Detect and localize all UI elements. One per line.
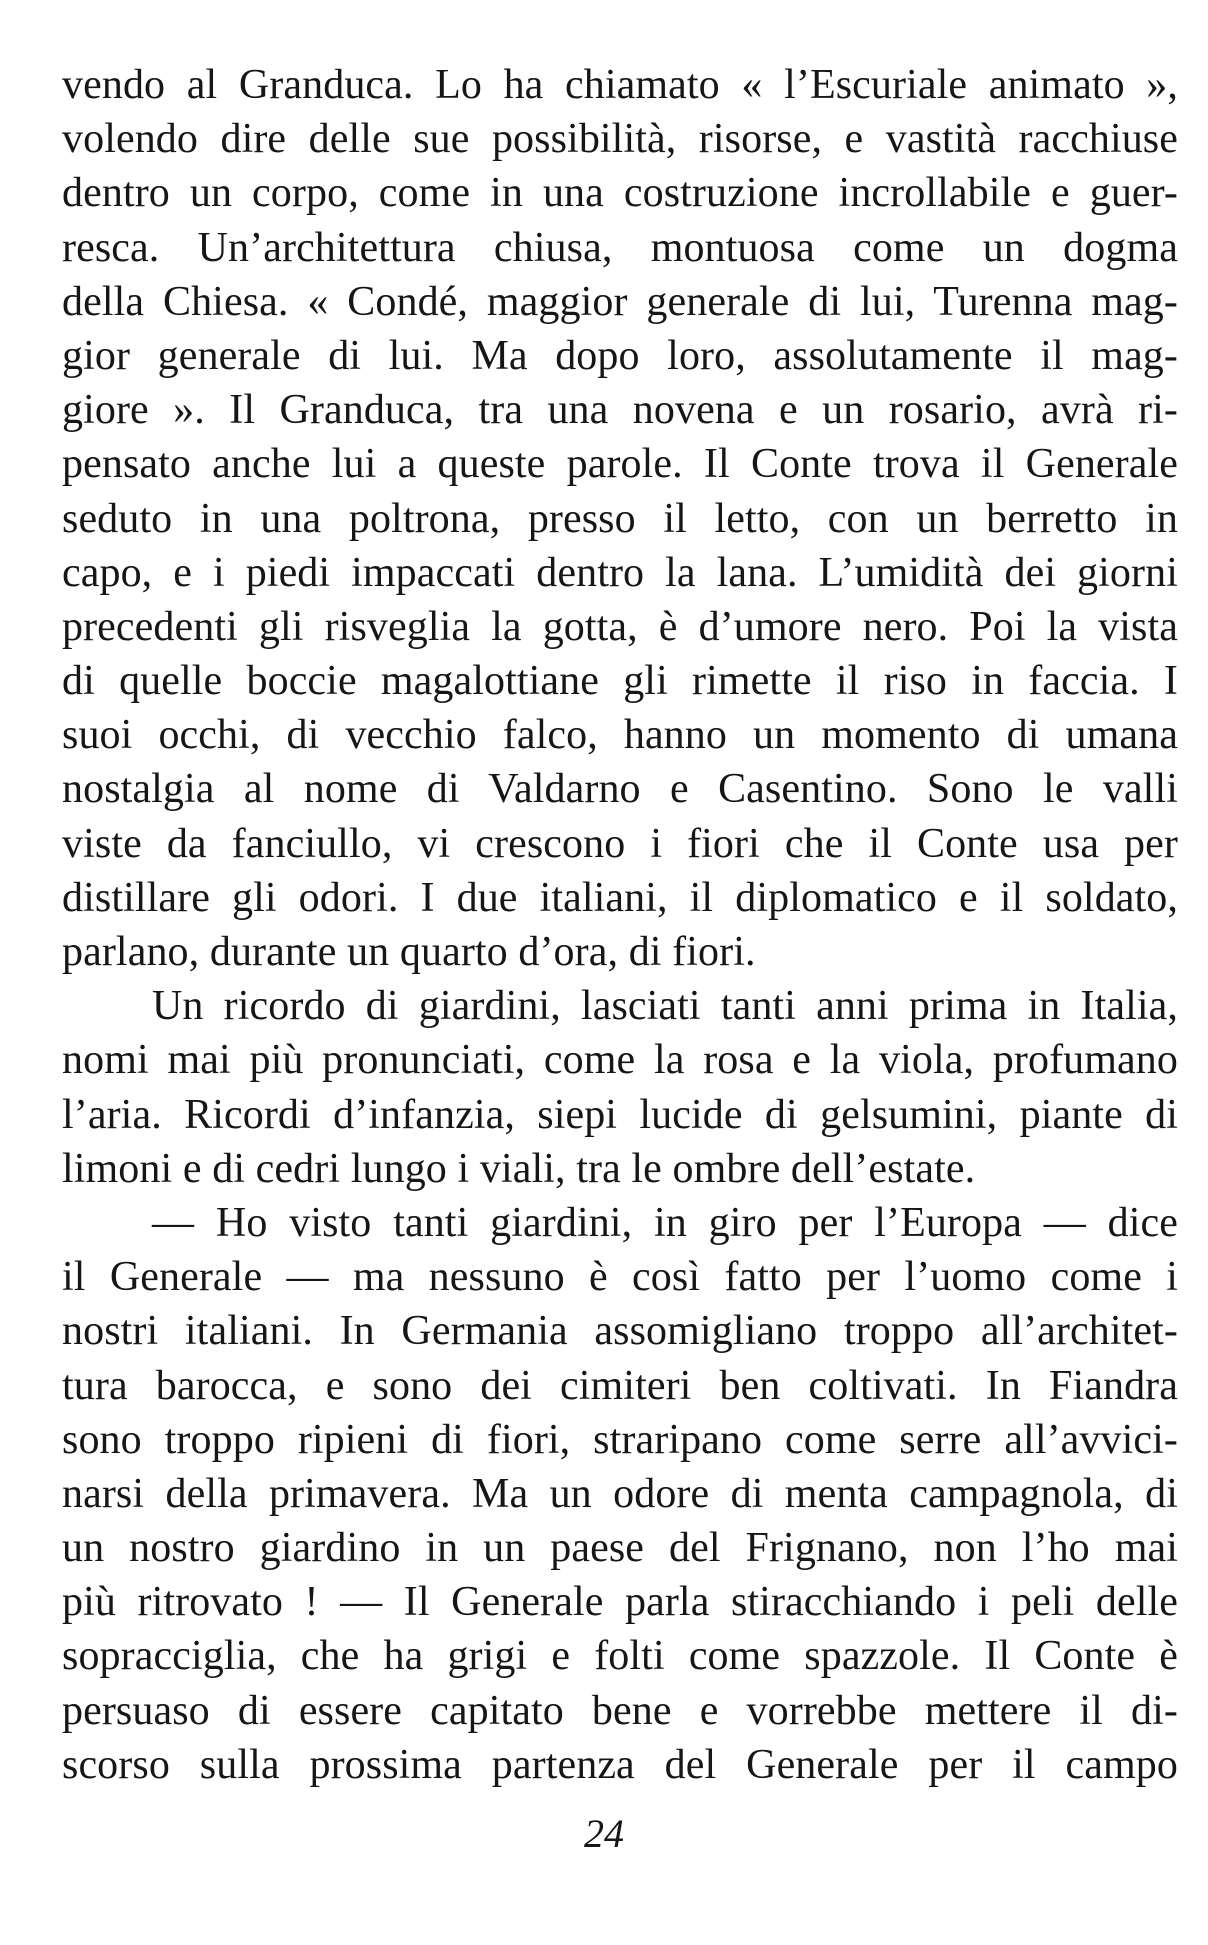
text-line: nostri italiani. In Germania assomigliano troppo all’architet- bbox=[62, 1308, 1178, 1355]
text-line: sopracciglia, che ha grigi e folti come spazzole. Il Conte è bbox=[62, 1633, 1178, 1680]
text-line: un nostro giardino in un paese del Frignano, non l’ho mai bbox=[62, 1525, 1178, 1572]
text-line: resca. Un’architettura chiusa, montuosa come un dogma bbox=[62, 224, 1178, 271]
text-line: della Chiesa. « Condé, maggior generale di lui, Turenna mag- bbox=[62, 278, 1178, 325]
text-line: l’aria. Ricordi d’infanzia, siepi lucide di gelsumini, piante di bbox=[62, 1091, 1178, 1138]
text-line: sono troppo ripieni di fiori, straripano come serre all’avvici- bbox=[62, 1416, 1178, 1463]
text-line: nomi mai più pronunciati, come la rosa e la viola, profumano bbox=[62, 1037, 1178, 1084]
text-line: narsi della primavera. Ma un odore di menta campagnola, di bbox=[62, 1470, 1178, 1517]
text-line: precedenti gli risveglia la gotta, è d’umore nero. Poi la vista bbox=[62, 603, 1178, 650]
text-line: limoni e di cedri lungo i viali, tra le ombre dell’estate. bbox=[62, 1145, 976, 1192]
text-line: vendo al Granduca. Lo ha chiamato « l’Escuriale animato », bbox=[62, 62, 1178, 108]
page-number: 24 bbox=[584, 1811, 624, 1856]
text-line: dentro un corpo, come in una costruzione incrollabile e guer- bbox=[62, 170, 1178, 217]
text-line: tura barocca, e sono dei cimiteri ben coltivati. In Fiandra bbox=[62, 1362, 1178, 1409]
text-line: persuaso di essere capitato bene e vorrebbe mettere il di- bbox=[62, 1687, 1178, 1734]
text-line: Un ricordo di giardini, lasciati tanti anni prima in Italia, bbox=[152, 983, 1178, 1030]
text-line: il Generale — ma nessuno è così fatto per l’uomo come i bbox=[62, 1254, 1178, 1301]
text-line: volendo dire delle sue possibilità, risorse, e vastità racchiuse bbox=[62, 116, 1178, 163]
text-line: suoi occhi, di vecchio falco, hanno un momento di umana bbox=[62, 712, 1178, 759]
text-line: nostalgia al nome di Valdarno e Casentino. Sono le valli bbox=[62, 766, 1178, 813]
text-line: capo, e i piedi impaccati dentro la lana. L’umidità dei giorni bbox=[62, 549, 1178, 596]
text-line: scorso sulla prossima partenza del Generale per il campo bbox=[62, 1741, 1178, 1788]
text-line: distillare gli odori. I due italiani, il diplomatico e il soldato, bbox=[62, 874, 1178, 921]
text-line: viste da fanciullo, vi crescono i fiori che il Conte usa per bbox=[62, 820, 1178, 867]
text-line: più ritrovato ! — Il Generale parla stiracchiando i peli delle bbox=[62, 1579, 1178, 1626]
text-line: seduto in una poltrona, presso il letto, con un berretto in bbox=[62, 495, 1178, 542]
text-line: gior generale di lui. Ma dopo loro, assolutamente il mag- bbox=[62, 332, 1178, 379]
text-line: giore ». Il Granduca, tra una novena e un rosario, avrà ri- bbox=[62, 387, 1178, 434]
text-line: — Ho visto tanti giardini, in giro per l’Europa — dice bbox=[152, 1199, 1178, 1246]
body-text bbox=[62, 58, 1178, 1792]
text-line: pensato anche lui a queste parole. Il Conte trova il Generale bbox=[62, 441, 1178, 488]
text-line: parlano, durante un quarto d’ora, di fiori. bbox=[62, 929, 756, 975]
text-line: di quelle boccie magalottiane gli rimette il riso in faccia. I bbox=[62, 658, 1178, 705]
